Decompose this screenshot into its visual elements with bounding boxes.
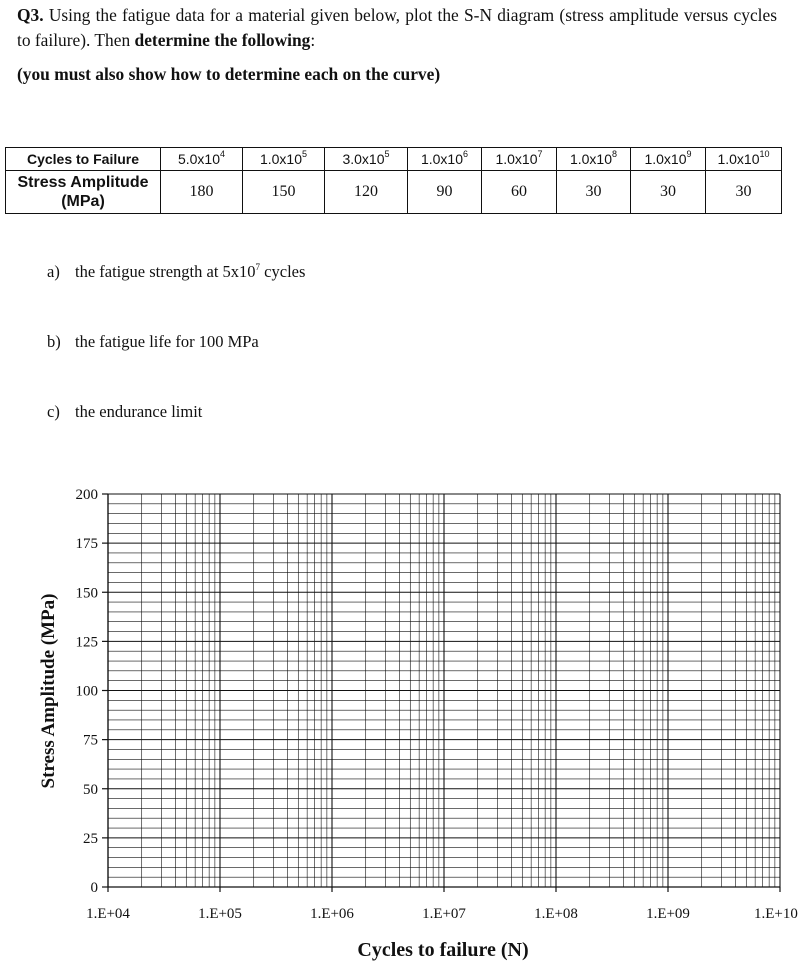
cycles-cell: $1.0x10^7$ (482, 148, 557, 171)
stress-cell: 180 (161, 171, 243, 214)
cycles-cell: $1.0x10^8$ (557, 148, 631, 171)
stress-cell: 90 (408, 171, 482, 214)
stress-cell: 120 (325, 171, 408, 214)
part-c: c) the endurance limit (47, 402, 203, 421)
y-tick-labels (76, 487, 99, 896)
cycles-cell: $3.0x10^5$ (325, 148, 408, 171)
part-b: b) the fatigue life for 100 MPa (47, 332, 259, 351)
sn-diagram (0, 480, 807, 965)
x-tick-label: 1.E+08 (534, 906, 578, 922)
question-note: (you must also show how to determine each on the curve) (17, 64, 441, 84)
stress-header: Stress Amplitude (MPa) (6, 171, 161, 214)
y-tick-label: 50 (83, 781, 98, 798)
stress-cell: 30 (706, 171, 782, 214)
x-tick-label: 1.E+09 (646, 906, 690, 922)
fatigue-data-table (5, 147, 782, 214)
stress-cell: 30 (631, 171, 706, 214)
x-tick-label: 1.E+07 (422, 906, 466, 922)
question-emphasis: determine the following (134, 30, 311, 50)
x-tick-label: 1.E+04 (86, 906, 130, 922)
y-axis-label: Stress Amplitude (MPa) (38, 593, 59, 789)
y-tick-label: 25 (83, 830, 98, 847)
part-a: a) the fatigue strength at $5x10^7$ cycles (47, 261, 306, 281)
cycles-cell: $1.0x10^{10}$ (706, 148, 782, 171)
cycles-header: Cycles to Failure (6, 148, 161, 171)
question-colon: : (310, 30, 316, 50)
stress-cell: 150 (243, 171, 325, 214)
y-tick-label: 150 (75, 585, 98, 602)
y-tick-label: 75 (83, 732, 98, 749)
x-tick-labels (86, 906, 798, 922)
x-axis-label: Cycles to failure (N) (357, 939, 529, 961)
y-tick-label: 175 (75, 536, 98, 553)
y-tick-label: 100 (75, 683, 98, 700)
stress-cell: 30 (557, 171, 631, 214)
x-tick-label: 1.E+05 (198, 906, 242, 922)
axes (102, 494, 780, 892)
x-tick-label: 1.E+06 (310, 906, 354, 922)
question-number: Q3. (17, 5, 44, 25)
x-tick-label: 1.E+10 (754, 906, 798, 922)
cycles-cell: $1.0x10^9$ (631, 148, 706, 171)
stress-cell: 60 (482, 171, 557, 214)
cycles-cell: $1.0x10^6$ (408, 148, 482, 171)
question-text (17, 3, 777, 53)
y-tick-label: 200 (75, 487, 98, 503)
y-tick-label: 0 (90, 880, 98, 896)
cycles-cell: $5.0x10^4$ (161, 148, 243, 171)
question-intro: Using the fatigue data for a material given below, plot the S-N diagram (stress amplitude versus cycles to failure). Then (17, 5, 777, 50)
cycles-cell: $1.0x10^5$ (243, 148, 325, 171)
y-tick-label: 125 (75, 634, 98, 651)
